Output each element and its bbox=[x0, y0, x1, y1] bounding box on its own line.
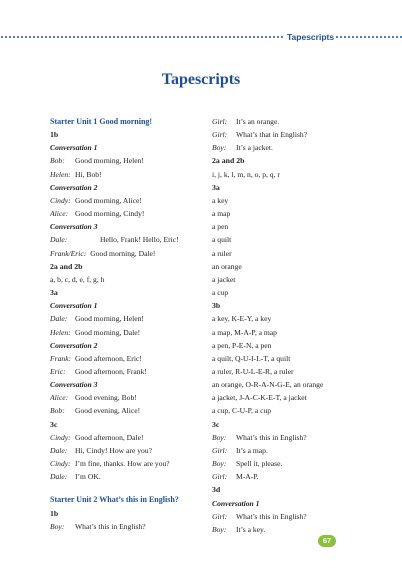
text-line: a pen, P-E-N, a pen bbox=[212, 340, 272, 350]
speaker-name: Frank/Eric: bbox=[50, 248, 87, 258]
spoken-text: Good afternoon, Frank! bbox=[75, 366, 147, 376]
dialogue-line bbox=[50, 154, 205, 167]
dialogue-line bbox=[50, 404, 205, 417]
header-dotted-rule-right bbox=[335, 36, 402, 38]
text-line: a quilt bbox=[212, 235, 232, 245]
header-dotted-rule-left bbox=[0, 36, 285, 38]
speaker-name: Cindy: bbox=[50, 432, 71, 442]
dialogue-line bbox=[50, 431, 205, 444]
text-line: a jacket bbox=[212, 274, 236, 284]
speaker-name: Dale: bbox=[50, 235, 68, 245]
spoken-text: Good morning, Helen! bbox=[75, 314, 144, 324]
dialogue-line bbox=[212, 115, 362, 128]
text-line: a ruler bbox=[212, 248, 232, 258]
dialogue-line bbox=[50, 470, 205, 483]
speaker-name: Cindy: bbox=[50, 195, 71, 205]
section-label: 3c bbox=[212, 419, 220, 429]
speaker-name: Girl: bbox=[212, 445, 228, 455]
dialogue-line bbox=[212, 510, 362, 523]
speaker-name: Alice: bbox=[50, 393, 69, 403]
spoken-text: Spell it, please. bbox=[236, 459, 283, 469]
dialogue-line bbox=[212, 141, 362, 154]
section-label: 1b bbox=[50, 508, 59, 518]
spoken-text: Good morning, Helen! bbox=[75, 156, 144, 166]
spoken-text: Good morning, Cindy! bbox=[75, 209, 145, 219]
dialogue-line bbox=[50, 326, 205, 339]
spoken-text: Good morning, Dale! bbox=[90, 248, 156, 258]
section-label: 2a and 2b bbox=[212, 156, 245, 166]
spoken-text: Hi, Cindy! How are you? bbox=[75, 445, 152, 455]
spoken-text: What’s this in English? bbox=[236, 432, 307, 442]
dialogue-line bbox=[212, 457, 362, 470]
dialogue-line bbox=[50, 391, 205, 404]
speaker-name: Helen: bbox=[50, 327, 71, 337]
text-line: a quilt, Q-U-I-L-T, a quilt bbox=[212, 353, 291, 363]
dialogue-line bbox=[50, 352, 205, 365]
section-label: 1b bbox=[50, 130, 59, 140]
speaker-name: Dale: bbox=[50, 445, 68, 455]
text-line: a cup bbox=[212, 288, 229, 298]
dialogue-line bbox=[50, 365, 205, 378]
speaker-name: Girl: bbox=[212, 117, 228, 126]
section-label: 3c bbox=[50, 419, 58, 429]
speaker-name: Helen: bbox=[50, 169, 71, 179]
spoken-text: It’s an orange. bbox=[236, 117, 280, 126]
dialogue-line bbox=[50, 312, 205, 325]
spoken-text: What’s this in English? bbox=[236, 511, 307, 521]
dialogue-line bbox=[212, 523, 362, 536]
spoken-text: Good afternoon, Dale! bbox=[75, 432, 144, 442]
speaker-name: Dale: bbox=[50, 314, 68, 324]
spoken-text: What’s this in English? bbox=[75, 521, 146, 531]
text-line: an orange, O-R-A-N-G-E, an orange bbox=[212, 380, 324, 390]
speaker-name: Girl: bbox=[212, 472, 228, 482]
text-line: a, b, c, d, e, f, g, h bbox=[50, 274, 105, 284]
section-label: 3d bbox=[212, 485, 221, 495]
text-line: a ruler, R-U-L-E-R, a ruler bbox=[212, 366, 294, 376]
spoken-text: M-A-P. bbox=[236, 472, 259, 482]
section-label: 3a bbox=[50, 288, 58, 298]
speaker-name: Boy: bbox=[212, 143, 227, 153]
spoken-text: Good evening, Alice! bbox=[75, 406, 141, 416]
section-label: 3b bbox=[212, 301, 221, 311]
text-line: a map, M-A-P, a map bbox=[212, 327, 277, 337]
spoken-text: It’s a key. bbox=[236, 524, 266, 534]
speaker-name: Girl: bbox=[212, 130, 228, 140]
left-column bbox=[50, 115, 205, 533]
dialogue-line bbox=[212, 128, 362, 141]
text-line: an orange bbox=[212, 261, 242, 271]
page-number-badge: 67 bbox=[318, 535, 336, 547]
conversation-heading: Conversation 1 bbox=[50, 301, 98, 311]
spoken-text: I’m fine, thanks. How are you? bbox=[75, 459, 170, 469]
text-line: a map bbox=[212, 209, 231, 219]
dialogue-line bbox=[50, 247, 205, 260]
speaker-name: Boy: bbox=[212, 524, 227, 534]
spoken-text: It’s a jacket. bbox=[236, 143, 273, 153]
dialogue-line bbox=[50, 444, 205, 457]
right-column bbox=[212, 115, 362, 536]
spoken-text: What’s that in English? bbox=[236, 130, 308, 140]
text-line: a key bbox=[212, 195, 229, 205]
section-gap bbox=[50, 483, 205, 493]
section-label: 3a bbox=[212, 182, 220, 192]
text-line: a jacket, J-A-C-K-E-T, a jacket bbox=[212, 393, 307, 403]
header-bar bbox=[0, 31, 402, 43]
spoken-text: Hi, Bob! bbox=[75, 169, 102, 179]
section-label: 2a and 2b bbox=[50, 261, 83, 271]
spoken-text: Good morning, Dale! bbox=[75, 327, 141, 337]
dialogue-line bbox=[50, 168, 205, 181]
conversation-heading: Conversation 2 bbox=[50, 182, 98, 192]
speaker-name: Alice: bbox=[50, 209, 69, 219]
dialogue-line bbox=[50, 233, 205, 246]
header-label: Tapescripts bbox=[287, 32, 335, 42]
dialogue-line bbox=[212, 431, 362, 444]
conversation-heading: Conversation 2 bbox=[50, 340, 98, 350]
dialogue-line bbox=[50, 457, 205, 470]
speaker-name: Boy: bbox=[212, 459, 227, 469]
spoken-text: Good evening, Bob! bbox=[75, 393, 137, 403]
speaker-name: Eric: bbox=[50, 366, 66, 376]
conversation-heading: Conversation 3 bbox=[50, 380, 98, 390]
text-line: i, j, k, l, m, n, o, p, q, r bbox=[212, 169, 280, 179]
text-line: a pen bbox=[212, 222, 229, 232]
dialogue-line bbox=[212, 444, 362, 457]
speaker-name: Cindy: bbox=[50, 459, 71, 469]
conversation-heading: Conversation 1 bbox=[50, 143, 98, 153]
speaker-name: Bob: bbox=[50, 406, 65, 416]
page-title: Tapescripts bbox=[161, 71, 241, 88]
dialogue-line bbox=[212, 470, 362, 483]
dialogue-line bbox=[50, 520, 205, 533]
spoken-text: Hello, Frank! Hello, Eric! bbox=[100, 235, 179, 245]
spoken-text: It’s a map. bbox=[236, 445, 268, 455]
unit-heading: Starter Unit 2 What’s this in English? bbox=[50, 495, 179, 505]
speaker-name: Boy: bbox=[212, 432, 227, 442]
text-line: a cup, C-U-P, a cup bbox=[212, 406, 272, 416]
text-line: a key, K-E-Y, a key bbox=[212, 314, 272, 324]
spoken-text: Good afternoon, Eric! bbox=[75, 353, 142, 363]
spoken-text: I’m OK. bbox=[75, 472, 101, 482]
conversation-heading: Conversation 3 bbox=[50, 222, 98, 232]
speaker-name: Frank: bbox=[50, 353, 72, 363]
dialogue-line bbox=[50, 207, 205, 220]
speaker-name: Dale: bbox=[50, 472, 68, 482]
speaker-name: Bob: bbox=[50, 156, 65, 166]
spoken-text: Good morning, Alice! bbox=[75, 195, 142, 205]
unit-heading: Starter Unit 1 Good morning! bbox=[50, 117, 153, 126]
dialogue-line bbox=[50, 194, 205, 207]
speaker-name: Girl: bbox=[212, 511, 228, 521]
conversation-heading: Conversation 1 bbox=[212, 498, 260, 508]
speaker-name: Boy: bbox=[50, 521, 65, 531]
